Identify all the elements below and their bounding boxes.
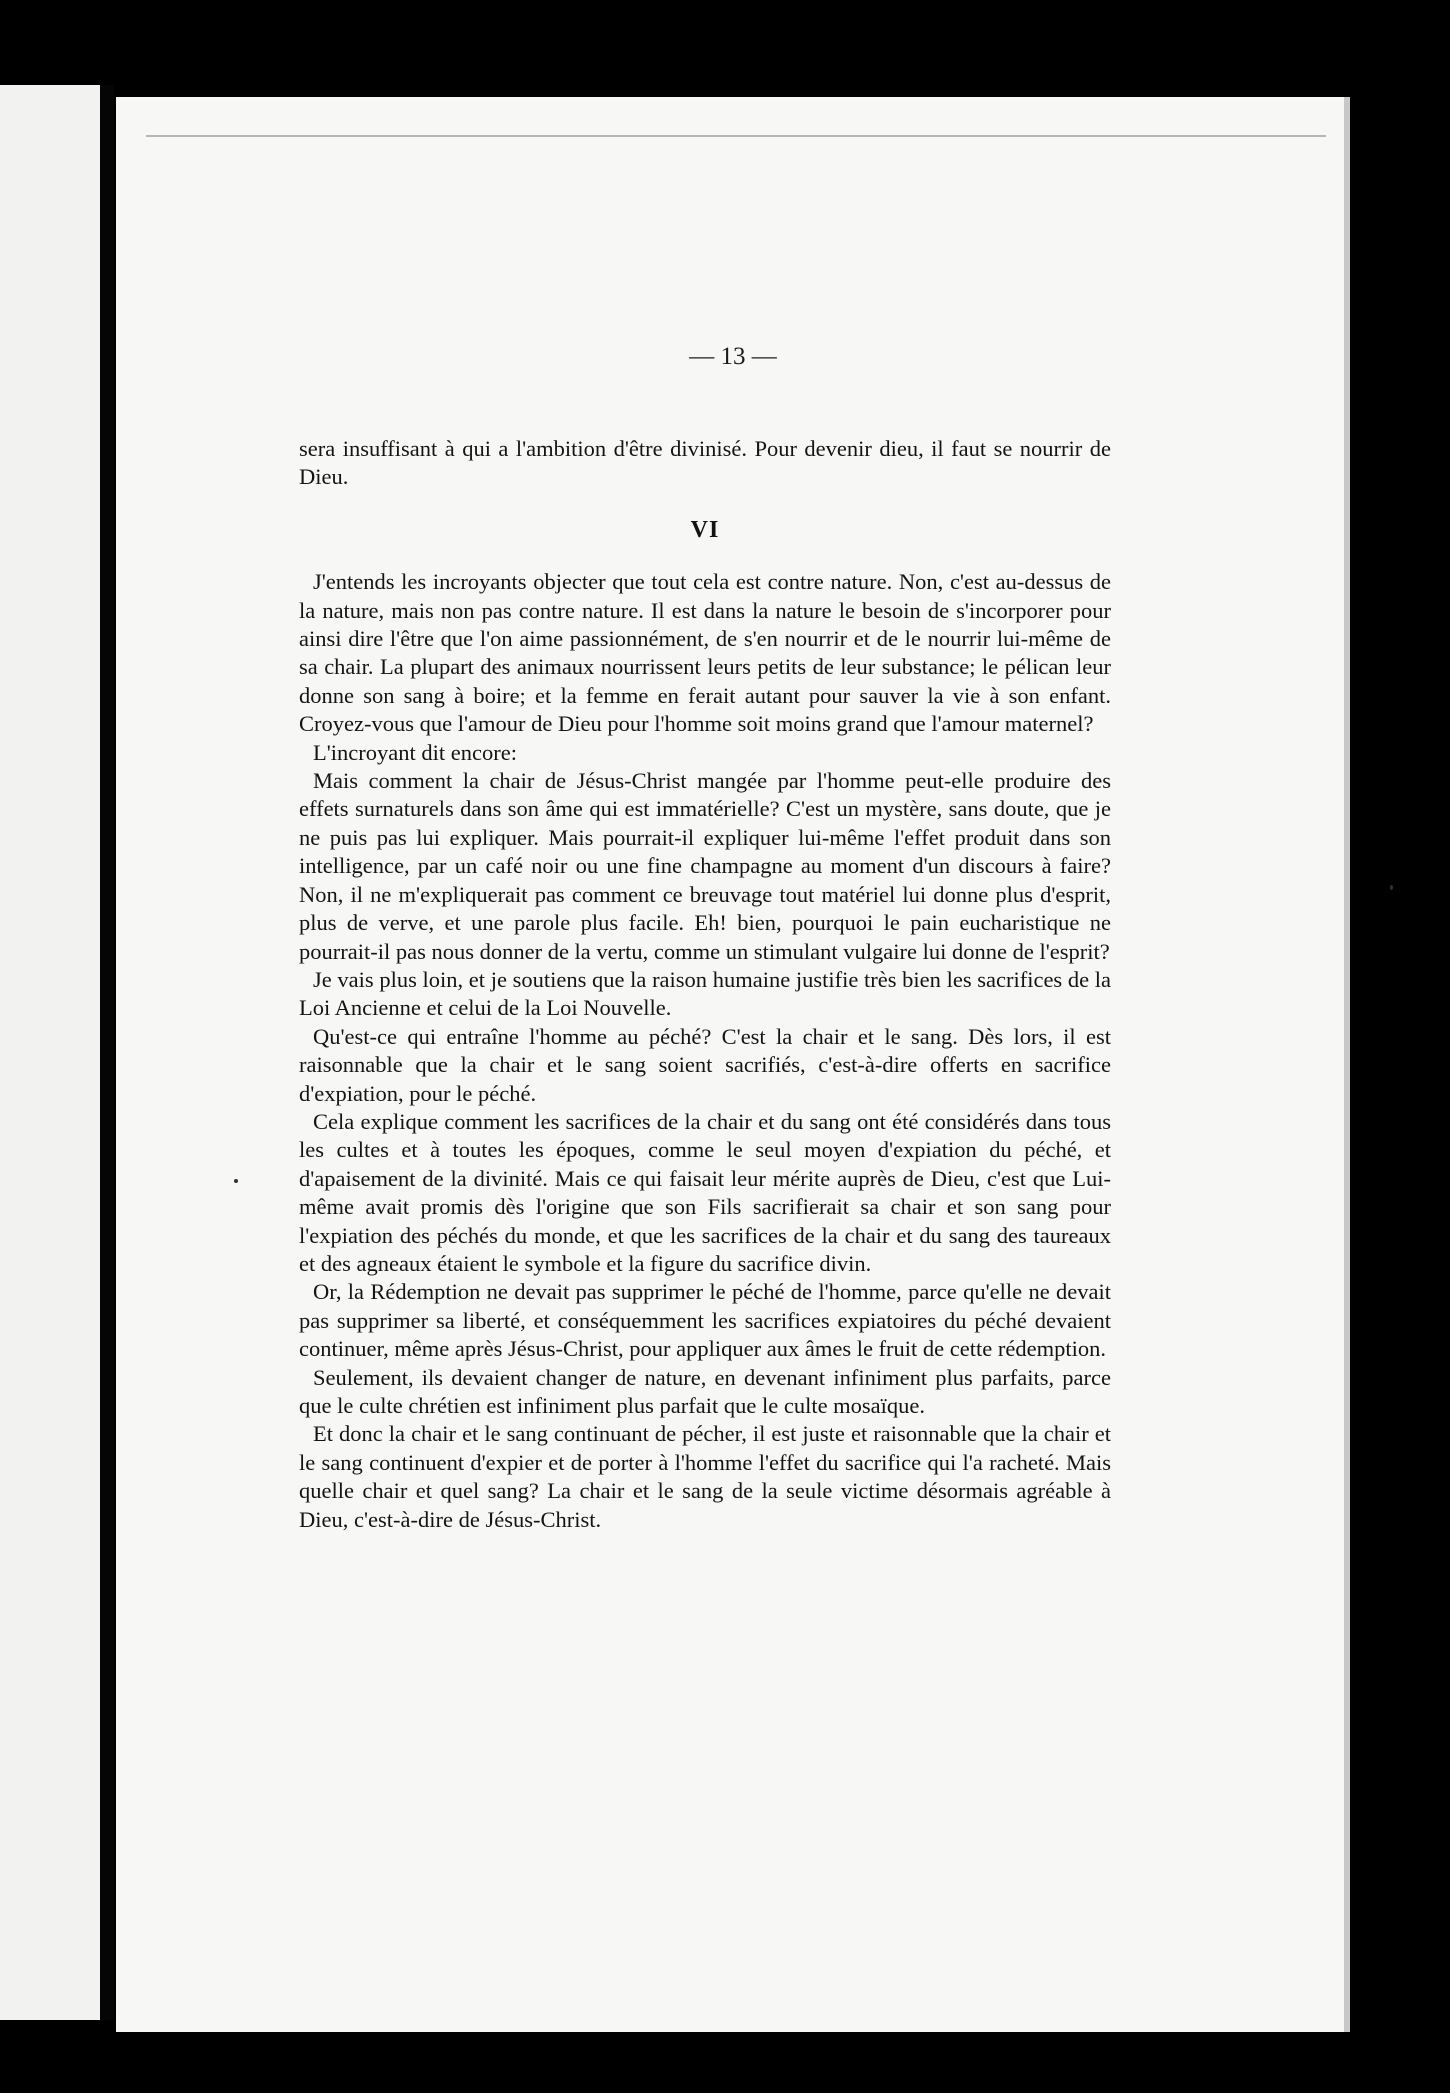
- previous-page-margin: [0, 85, 100, 2020]
- book-page: [116, 97, 1350, 2032]
- paragraph: Cela explique comment les sacrifices de la chair et du sang ont été considérés dans tous les cultes et à toutes les époques, comme le seul moyen d'expiation du péché, et d'apaisement de la divinité. Mais ce qui faisait leur mérite auprès de Dieu, c'est que Lui-même avait promis dès l'origine que son Fils sacrifierait sa chair et son sang pour l'expiation des péchés du monde, et que les sacrifices de la chair et du sang des taureaux et des agneaux étaient le symbole et la figure du sacrifice divin.: [299, 1108, 1111, 1276]
- paragraph: Je vais plus loin, et je soutiens que la raison humaine justifie très bien les sacrifices de la Loi Ancienne et celui de la Loi Nouvelle.: [299, 966, 1111, 1021]
- page-number: — 13 —: [689, 343, 777, 370]
- paragraph: J'entends les incroyants objecter que tout cela est contre nature. Non, c'est au-dessus de la nature, mais non pas contre nature. Il est dans la nature le besoin de s'incorporer pour ainsi dire l'être que l'on aime passionnément, de s'en nourrir et de le nourrir lui-même de sa chair. La plupart des animaux nourrissent leurs petits de leur substance; le pélican leur donne son sang à boire; et la femme en ferait autant pour sauver la vie à son enfant. Croyez-vous que l'amour de Dieu pour l'homme soit moins grand que l'amour maternel?: [299, 569, 1111, 737]
- opening-paragraph: sera insuffisant à qui a l'ambition d'être divinisé. Pour devenir dieu, il faut se nourrir de Dieu.: [299, 436, 1111, 490]
- page-right-edge: [1344, 97, 1350, 2032]
- paragraph: Or, la Rédemption ne devait pas supprimer le péché de l'homme, parce qu'elle ne devait pas supprimer sa liberté, et conséquemment les sacrifices expiatoires du péché devaient continuer, même après Jésus-Christ, pour appliquer aux âmes le fruit de cette rédemption.: [299, 1279, 1111, 1362]
- paragraph: Mais comment la chair de Jésus-Christ mangée par l'homme peut-elle produire des effets surnaturels dans son âme qui est immatérielle? C'est un mystère, sans doute, que je ne puis pas lui expliquer. Mais pourrait-il expliquer lui-même l'effet produit dans son intelligence, par un café noir ou une fine champagne au moment d'un discours à faire? Non, il ne m'expliquerait pas comment ce breuvage tout matériel lui donne plus d'esprit, plus de verve, et une parole plus facile. Eh! bien, pourquoi le pain eucharistique ne pourrait-il pas nous donner de la vertu, comme un stimulant vulgaire lui donne de l'esprit?: [299, 768, 1111, 964]
- paragraph: Seulement, ils devaient changer de nature, en devenant infiniment plus parfaits, parce que le culte chrétien est infiniment plus parfait que le culte mosaïque.: [299, 1364, 1111, 1418]
- page-top-edge: [146, 135, 1326, 137]
- paragraph: Et donc la chair et le sang continuant de pécher, il est juste et raisonnable que la chair et le sang continuent d'expier et de porter à l'homme l'effet du sacrifice qui l'a racheté. Mais quelle chair et quel sang? La chair et le sang de la seule victime désormais agréable à Dieu, c'est-à-dire de Jésus-Christ.: [299, 1421, 1111, 1532]
- section-heading: VI: [690, 516, 720, 543]
- paragraph: Qu'est-ce qui entraîne l'homme au péché? C'est la chair et le sang. Dès lors, il est raisonnable que la chair et le sang soient sacrifiés, c'est-à-dire offerts en sacrifice d'expiation, pour le péché.: [299, 1023, 1111, 1106]
- page-gutter: [100, 85, 114, 2020]
- body-text: [299, 435, 1111, 1534]
- ink-speck: [234, 1179, 238, 1183]
- paragraph: L'incroyant dit encore:: [313, 739, 517, 765]
- ink-speck: [1390, 885, 1393, 890]
